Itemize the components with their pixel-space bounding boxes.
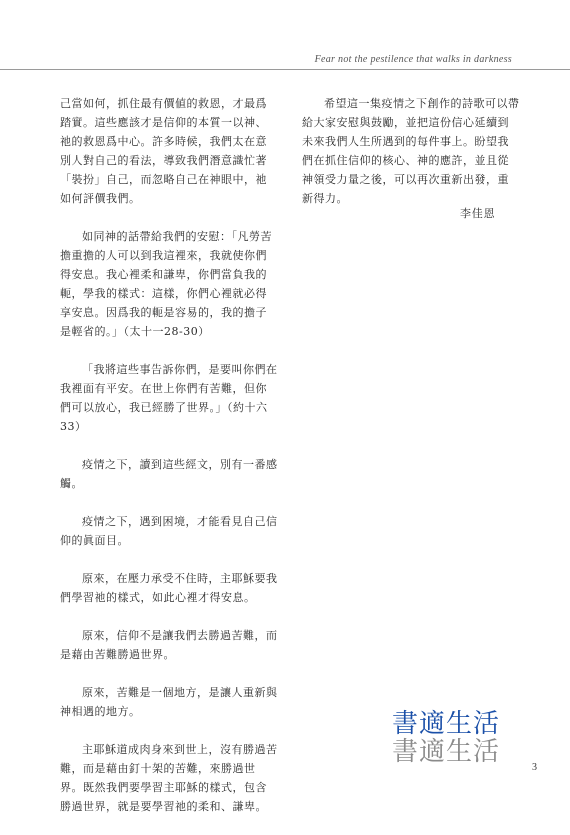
paragraph: 原來，在壓力承受不住時，主耶穌要我們學習祂的樣式，如此心裡才得安息。 (60, 572, 278, 604)
paragraph: 己當如何，抓住最有價値的救恩，才最爲踏實。這些應該才是信仰的本質一以神、祂的救恩爲中心。許多時候，我們太在意別人對自己的看法，導致我們潛意識忙著「裝扮」自己，而忽略自己在神眼中，祂如何評價我們。 (60, 97, 267, 205)
paragraph: 原來，信仰不是讓我們去勝過苦難，而是藉由苦難勝過世界。 (60, 629, 278, 661)
paragraph: 如同神的話帶給我們的安慰：「凡勞苦擔重擔的人可以到我這裡來，我就使你們得安息。我心裡柔和謙卑，你們當負我的軛，學我的樣式：這樣，你們心裡就必得享安息。因爲我的軛是容易的，我的擔子是輕省的。」（太十一28-30） (60, 230, 272, 338)
left-column (60, 94, 278, 835)
paragraph: 「我將這些事告訴你們，是要叫你們在我裡面有平安。在世上你們有苦難，但你們可以放心，我已經勝了世界。」（約十六 33） (60, 363, 278, 433)
logo-secondary-text: 書適生活 (392, 737, 501, 767)
paragraph: 原來，苦難是一個地方，是讓人重新與神相遇的地方。 (60, 686, 278, 718)
running-title: Fear not the pestilence that walks in darkness (314, 54, 512, 65)
brand-logo (392, 710, 500, 766)
author-signature: 李佳恩 (460, 207, 496, 220)
paragraph: 主耶穌道成肉身來到世上，沒有勝過苦難，而是藉由釘十架的苦難，來勝過世界。既然我們要學習主耶穌的樣式，包含勝過世界，就是要學習祂的柔和、謙卑。 (60, 743, 278, 813)
paragraph: 疫情之下，遇到困境，才能看見自己信仰的眞面目。 (60, 515, 278, 547)
paragraph: 希望這一集疫情之下創作的詩歌可以帶給大家安慰與鼓勵，並把這份信心延續到未來我們人生所遇到的每件事上。盼望我們在抓住信仰的核心、神的應許，並且從神領受力量之後，可以再次重新出發，重新得力。 (302, 97, 520, 205)
header-divider (0, 69, 570, 70)
paragraph: 疫情之下，讀到這些經文，別有一番感觸。 (60, 458, 278, 490)
logo-primary-text: 書適生活 (392, 709, 501, 739)
page-number: 3 (532, 762, 537, 773)
